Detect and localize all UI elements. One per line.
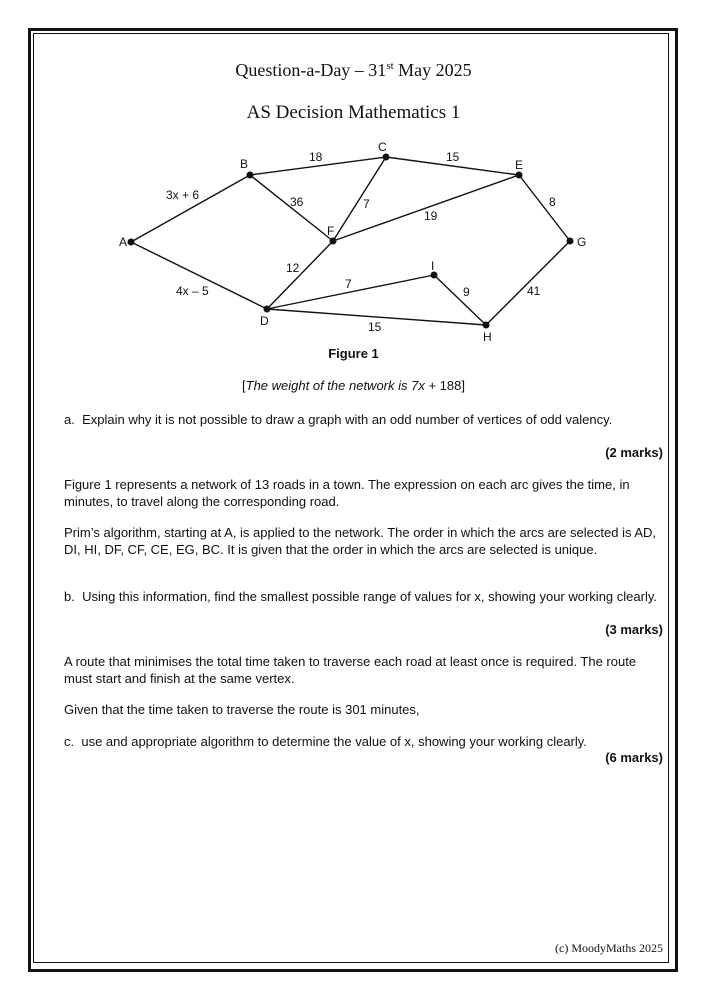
edge-label-eg: 8 [549,195,556,209]
figure-caption: Figure 1 [328,346,379,361]
edge-ab [131,175,250,242]
node-f [330,238,337,245]
network-graph [0,130,707,345]
network-weight-note: [The weight of the network is 7x + 188] [242,378,465,393]
edge-label-bc: 18 [309,150,323,164]
edge-eg [519,175,570,241]
route-paragraph-2: Given that the time taken to traverse the route is 301 minutes, [64,702,420,717]
node-label-c: C [378,140,387,154]
node-a [128,239,135,246]
node-h [483,322,490,329]
node-c [383,154,390,161]
part-b-marks: (3 marks) [605,622,663,637]
edge-df [267,241,333,309]
part-a-marks: (2 marks) [605,445,663,460]
node-label-a: A [119,235,128,249]
node-d [264,306,271,313]
node-label-f: F [327,224,335,238]
part-c-marks: (6 marks) [605,750,663,765]
edge-label-cf: 7 [363,197,370,211]
edge-label-bf: 36 [290,195,304,209]
edge-label-df: 12 [286,261,300,275]
intro-paragraph-2: Prim’s algorithm, starting at A, is applied to the network. The order in which the arcs are selected is AD, DI, HI, DF, CF, CE, EG, BC. It is given that the order in which the arcs are selected is unique. [64,525,657,557]
edge-cf [333,157,386,241]
question-part-c: c. use and appropriate algorithm to determine the value of x, showing your working clearly. [64,734,587,749]
node-label-e: E [515,158,524,172]
edge-label-ef: 19 [424,209,438,223]
node-label-h: H [483,330,492,344]
node-label-d: D [260,314,269,328]
page-title: Question-a-Day – 31st May 2025 [235,60,472,80]
intro-paragraph-1: Figure 1 represents a network of 13 roads in a town. The expression on each arc gives the time, in minutes, to travel along the corresponding road. [64,477,630,509]
edge-label-dh: 15 [368,320,382,334]
edge-label-ih: 9 [463,285,470,299]
copyright-footer: (c) MoodyMaths 2025 [555,941,663,955]
question-part-b: b. Using this information, find the smallest possible range of values for x, showing your working clearly. [64,589,657,604]
node-g [567,238,574,245]
page-subtitle: AS Decision Mathematics 1 [246,102,461,123]
edge-label-gh: 41 [527,284,541,298]
node-e [516,172,523,179]
edge-ih [434,275,486,325]
edge-ad [131,242,267,309]
question-part-a: a. Explain why it is not possible to draw a graph with an odd number of vertices of odd valency. [64,412,613,427]
edge-label-di: 7 [345,277,352,291]
node-b [247,172,254,179]
route-paragraph-1: A route that minimises the total time taken to traverse each road at least once is required. The route must start and finish at the same vertex. [64,654,637,686]
edge-label-ce: 15 [446,150,460,164]
node-label-i: I [431,259,435,273]
node-label-g: G [577,235,587,249]
edge-label-ab: 3x + 6 [166,188,200,202]
edge-gh [486,241,570,325]
edge-label-ad: 4x – 5 [176,284,209,298]
node-label-b: B [240,157,249,171]
edge-ef [333,175,519,241]
